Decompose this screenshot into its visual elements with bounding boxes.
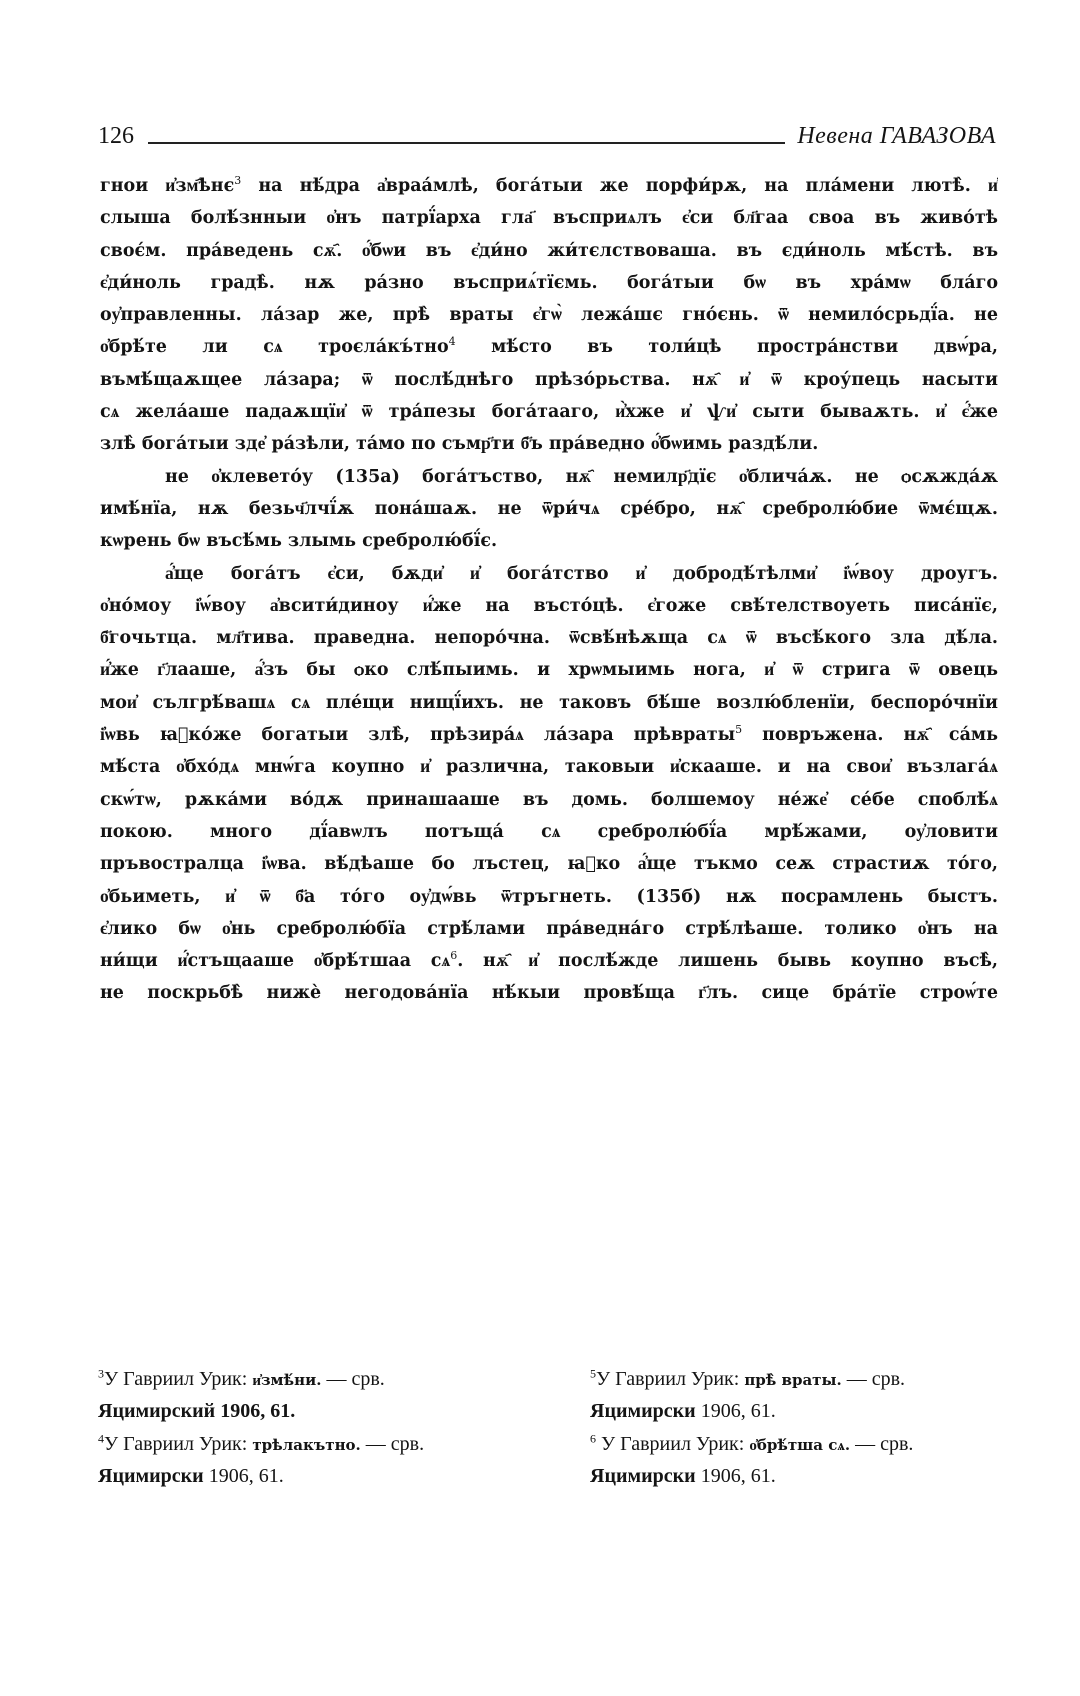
text-line: є҆лико бѡ о҆нь сребролю́бїа стрѣ́лами пра́ведна́го стрѣ́лѣаше. толико о҆нъ на [100, 918, 998, 939]
page-header [98, 108, 996, 148]
page-number: 126 [98, 123, 134, 149]
text-line: гнои и҆зм҄ѣнє$^3$ на нѣ́дра а҆враа́млѣ, бога́тыи же порфи́рѫ, на пла́мени лютѣ̀. и҆ [100, 174, 998, 196]
text-line: о҆брѣ́те ли сѧ троєла́къ́тно$^4$ мѣ́сто въ толи́цѣ простра́нстви двѡ́ра, [100, 335, 998, 358]
footnotes-left-column [98, 1364, 538, 1494]
text-line: сѧ жела́аше падаѫщїи҆ ѿ тра́пезы бога́таaго, и҆̀хже и҆ ѱи҆ сыти бываѫть. и҆ є҆́же [100, 402, 998, 423]
text-line: не о҆клевето́у (135а) бога́тъство, нѫ҄ немилр҃дїє о҆блича́ѫ. не ѻсѫжда́ѫ [165, 466, 998, 487]
footnote-ref: 6 [450, 949, 458, 963]
footnote-4: $^4$У Гавриил Урик: трѣлакътно. — срв. Яцимирски 1906, 61. [98, 1431, 425, 1487]
text-line: мѣ́ста о҆бхо́дѧ мнѡ́га коупно и҆ различна, таковыи и҆скааше. и на свои҆ възлага́ѧ [100, 757, 998, 778]
text-line: ни́щи и҆́стъщааше о҆брѣ́тшаа $сѧ^6$. нѫ҄ и҆ послѣ́жде лишень бывь коупно въсѣ̀, [100, 949, 998, 972]
text-line: своє́м. пра́ведень сѫ҄. о҆́бѡи въ є҆ди́но жи́тєлствоваша. въ єди́ноль мѣ́стѣ. въ [100, 240, 998, 261]
footnotes [98, 1364, 1018, 1494]
footnote-5: $^5$У Гавриил Урик: прѣ̀ враты. — срв. Яцимирски 1906, 61. [590, 1366, 906, 1422]
text-line: пръвостралца і҆ѡва. вѣ́дѣаше бо лъстец, ꙗ҆ко а҆́ще тъкмо сеѫ страстиѫ то́го, [100, 854, 998, 875]
text-line: въмѣ́щаѫщее ла́зара; ѿ послѣ́днѣго прѣзо́рьства. нѫ҄ и҆ ѿ кроу́пець насыти [100, 369, 998, 390]
text-line: кѡрень бѡ въсѣ́мь злымь сребролю́бї́є. [100, 531, 498, 552]
text-line: мои҆ сългрѣ́вашѧ сѧ пле́щи нищї́ихъ. не таковъ бѣ́ше возлю́бленїи, беспоро́чнїи [100, 692, 998, 713]
text-line: не поскрьбѣ̀ нижѐ негодова́нїа нѣ́кыи провѣ́ща г҃лъ. сице бра́тїе строѡ́те [100, 983, 998, 1004]
running-head-author: Невена ГАВАЗОВА [797, 123, 996, 149]
text-line: и҆́же г҃лааше, а҆́зъ бы ѻко слѣ́пыимь. и хрѡмыимь нога, и҆ ѿ стрига ѿ овець [100, 660, 998, 681]
text-line: слыша болѣ́знныи о҆нъ патрї́арха гла҃ въсприѧлъ є҆си бл҃гаа своа въ живо́тѣ [100, 208, 998, 229]
footnote-3: $^3$У Гавриил Урик: и҆змѣ́ни. — срв. Яцимирский 1906, 61. [98, 1366, 385, 1422]
text-line: о҆но́моу і҆ѡ́воу а҆всити́диноу и҆́же на въсто́цѣ. є҆гоже свѣ́телствоуеть писа́нїє, [100, 595, 998, 616]
text-line: є҆ди́ноль градѣ̀. нѫ ра́зно въсприѧ́тїємь. бога́тыи бѡ въ хра́мѡ бла́го [100, 272, 998, 293]
footnotes-right-column [590, 1364, 1018, 1494]
main-text [100, 170, 998, 1010]
footnote-ref: 3 [234, 174, 242, 188]
text-line: о҆бьиметь, и҆ ѿ б҃а то́го оу҆дѡ́вь ѿтръгнеть. (135б) нѫ посрамлень быстъ. [100, 886, 998, 907]
text-line: оу҆правленны. ла́зар же, прѣ̀ враты є҆гѡ̀ лежа́шє гно́єнь. ѿ немило́срьдї́а. не [100, 305, 998, 326]
text-line: б҃гочьтца. мл҃тива. праведна. непоро́чна. ѿсвѣ́нѣѫща сѧ ѿ въсѣ́кого зла дѣ́ла. [100, 628, 998, 649]
footnote-ref: 4 [448, 335, 456, 349]
footnote-ref: 5 [735, 723, 743, 737]
text-line: скѡ́тѡ, рѫка́ми во́дѫ принашааше въ домь. болшемоу не́же҆ се́бе споблѣ́ѧ [100, 789, 998, 810]
text-line: і҆ѡвь ꙗ҆ко́же богатыи злѣ̀, прѣзира́ѧ ла́зара прѣвраты$^5$ повръжена. нѫ҄ са́мь [100, 723, 998, 746]
text-line: злѣ̀ бога́тыи зде҆ ра́зѣли, та́мо по съмр҃ти б҃ъ пра́ведно о҆́бѡимь раздѣ́ли. [100, 434, 819, 455]
footnote-6: $^6$ У Гавриил Урик: о҆брѣ́тша сѧ. — срв. Яцимирски 1906, 61. [590, 1431, 914, 1487]
header-rule [148, 142, 785, 144]
text-line: покою. много дї́авѡлъ потъща́ сѧ сребролю́бї́а мрѣ́жами, оу҆ловити [100, 821, 998, 842]
text-line: имѣ́нїа, нѫ безьч҃лчї́ѫ пона́шаѫ. не ѿри́чѧ сре́бро, нѫ҄ сребролю́бие ѿмє́щѫ. [100, 498, 998, 519]
text-line: а҆́ще бога́тъ є҆си, бѫди҆ и҆ бога́тство и҆ добродѣ́тѣлми҆ і҆ѡ́воу дроугъ. [165, 563, 998, 584]
